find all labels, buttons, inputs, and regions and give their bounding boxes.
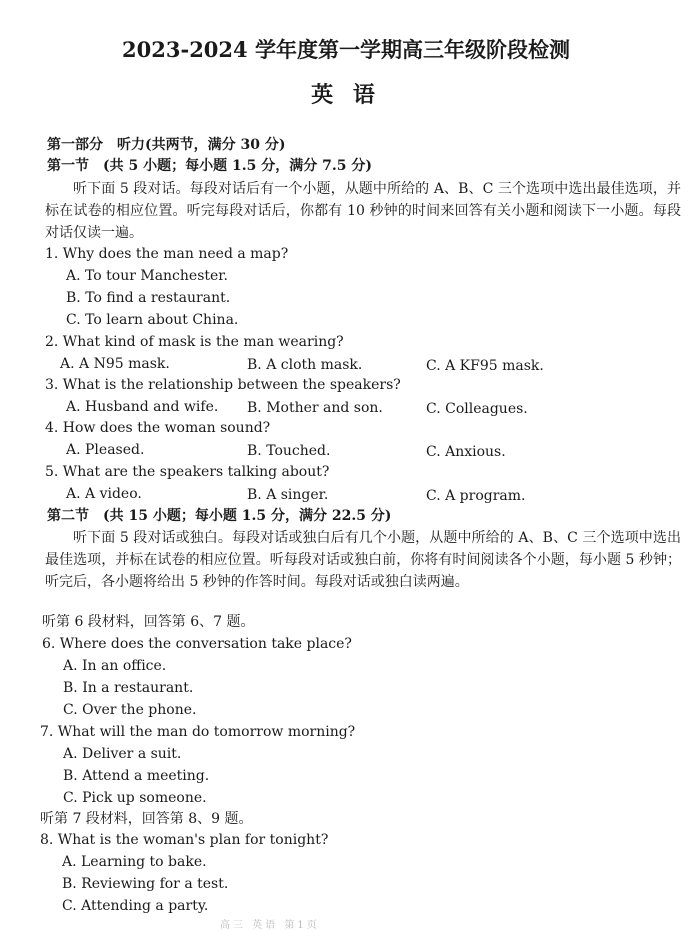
option-3b: B. Mother and son.: [247, 400, 383, 416]
option-7a: A. Deliver a suit.: [63, 746, 182, 762]
option-4b: B. Touched.: [247, 443, 331, 459]
part1-heading: 第一部分 听力(共两节，满分 30 分): [47, 137, 286, 153]
option-1c: C. To learn about China.: [66, 312, 239, 328]
option-5a: A. A video.: [66, 486, 142, 502]
option-2c: C. A KF95 mask.: [426, 358, 544, 374]
page-footer: 高三 英语 第1页: [220, 920, 320, 931]
section1-heading: 第一节 (共 5 小题；每小题 1.5 分，满分 7.5 分): [47, 158, 372, 174]
question-5: 5. What are the speakers talking about?: [45, 464, 330, 480]
option-8a: A. Learning to bake.: [62, 854, 207, 870]
option-4c: C. Anxious.: [426, 444, 506, 460]
material-6-note: 听第 6 段材料，回答第 6、7 题。: [42, 614, 255, 630]
material-7-note: 听第 7 段材料，回答第 8、9 题。: [40, 811, 253, 827]
section1-instructions: 听下面 5 段对话。每段对话后有一个小题，从题中所给的 A、B、C 三个选项中选出最佳选项，并标在试卷的相应位置。听完每段对话后，你都有 10 秒钟的时间来回答有关小题和阅读下一小题。每段对话仅读一遍。: [45, 181, 681, 241]
question-3: 3. What is the relationship between the speakers?: [45, 377, 401, 393]
option-1a: A. To tour Manchester.: [66, 268, 228, 284]
option-4a: A. Pleased.: [66, 442, 145, 458]
option-7b: B. Attend a meeting.: [63, 768, 210, 784]
question-1: 1. Why does the man need a map?: [45, 246, 289, 262]
question-7: 7. What will the man do tomorrow morning?: [40, 724, 356, 740]
section2-heading: 第二节 (共 15 小题；每小题 1.5 分，满分 22.5 分): [47, 508, 392, 524]
option-1b: B. To find a restaurant.: [66, 290, 231, 306]
option-8c: C. Attending a party.: [62, 898, 209, 914]
question-8: 8. What is the woman's plan for tonight?: [40, 832, 329, 848]
option-6a: A. In an office.: [63, 658, 167, 674]
subject-title: 英 语: [311, 82, 381, 108]
option-6c: C. Over the phone.: [63, 702, 197, 718]
exam-title: 2023-2024 学年度第一学期高三年级阶段检测: [122, 37, 570, 62]
option-2a: A. A N95 mask.: [60, 356, 170, 372]
option-6b: B. In a restaurant.: [63, 680, 194, 696]
option-5c: C. A program.: [426, 488, 526, 504]
option-5b: B. A singer.: [247, 487, 329, 503]
option-2b: B. A cloth mask.: [247, 357, 363, 373]
section2-instructions: 听下面 5 段对话或独白。每段对话或独白后有几个小题，从题中所给的 A、B、C 三个选项中选出最佳选项，并标在试卷的相应位置。听每段对话或独白前，你将有时间阅读各个小题，每小题 5 秒钟；听完后，各小题将给出 5 秒钟的作答时间。每段对话或独白读两遍。: [45, 530, 681, 590]
question-2: 2. What kind of mask is the man wearing?: [45, 334, 344, 350]
option-3c: C. Colleagues.: [426, 401, 528, 417]
question-6: 6. Where does the conversation take place?: [42, 636, 352, 652]
option-8b: B. Reviewing for a test.: [62, 876, 229, 892]
question-4: 4. How does the woman sound?: [45, 420, 271, 436]
option-3a: A. Husband and wife.: [66, 399, 219, 415]
option-7c: C. Pick up someone.: [63, 790, 207, 806]
